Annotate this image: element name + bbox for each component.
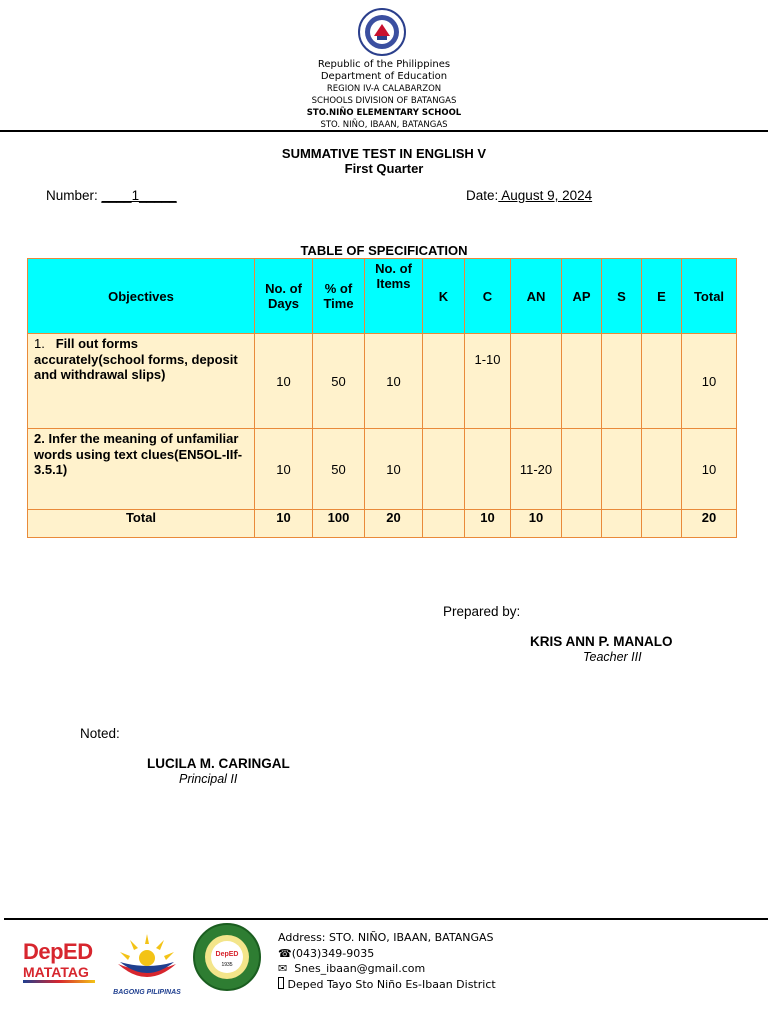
header-objectives: Objectives <box>28 259 255 334</box>
bagong-pilipinas-text: BAGONG PILIPINAS <box>113 989 181 996</box>
footer-phone: ☎(043)349-9035 <box>278 946 375 960</box>
objective-cell <box>28 429 255 510</box>
deped-matatag-logo <box>23 940 97 992</box>
number-value: ____1_____ <box>101 188 177 203</box>
prepared-by-name: KRIS ANN P. MANALO <box>530 634 673 649</box>
date-field <box>466 188 592 203</box>
footer-divider <box>4 918 768 920</box>
total-days: 10 <box>255 510 313 538</box>
email-icon: ✉ <box>278 962 288 975</box>
bagong-pilipinas-logo <box>110 932 184 994</box>
school-seal-year: 1935 <box>221 962 233 968</box>
an-cell: 11-20 <box>511 429 562 510</box>
objective-number: 1. <box>34 336 45 351</box>
header-k: K <box>423 259 465 334</box>
total-time: 100 <box>313 510 365 538</box>
matatag-underline <box>23 980 95 983</box>
header-total: Total <box>682 259 737 334</box>
footer-address: Address: STO. NIÑO, IBAAN, BATANGAS <box>278 931 494 944</box>
header-e: E <box>642 259 682 334</box>
total-cell: 10 <box>682 334 737 429</box>
total-items: 20 <box>365 510 423 538</box>
total-an: 10 <box>511 510 562 538</box>
specification-table <box>27 258 737 538</box>
deped-logo-text: DepED <box>23 939 93 964</box>
number-field <box>46 188 177 203</box>
table-caption: TABLE OF SPECIFICATION <box>300 243 468 258</box>
e-cell <box>642 429 682 510</box>
s-cell <box>602 334 642 429</box>
letterhead-address: STO. NIÑO, IBAAN, BATANGAS <box>320 120 448 130</box>
s-cell <box>602 429 642 510</box>
footer-facebook[interactable]: Deped Tayo Sto Niño Es-Ibaan District <box>287 977 496 991</box>
table-total-row <box>28 510 737 538</box>
total-e <box>642 510 682 538</box>
k-cell <box>423 334 465 429</box>
number-label: Number: <box>46 188 98 203</box>
matatag-logo-text: MATATAG <box>23 964 89 980</box>
k-cell <box>423 429 465 510</box>
header-s: S <box>602 259 642 334</box>
header-divider <box>0 130 768 132</box>
ap-cell <box>562 429 602 510</box>
header-c: C <box>465 259 511 334</box>
facebook-icon <box>278 977 284 989</box>
header-ap: AP <box>562 259 602 334</box>
items-cell: 10 <box>365 429 423 510</box>
ap-cell <box>562 334 602 429</box>
days-cell: 10 <box>255 334 313 429</box>
objective-text: Infer the meaning of unfamiliar words using text clues(EN5OL-IIf-3.5.1) <box>34 431 243 477</box>
total-label: Total <box>28 510 255 538</box>
total-total: 20 <box>682 510 737 538</box>
letterhead-division: SCHOOLS DIVISION OF BATANGAS <box>311 96 457 106</box>
deped-seal-logo <box>358 8 406 56</box>
an-cell <box>511 334 562 429</box>
letterhead-region: REGION IV-A CALABARZON <box>326 84 442 94</box>
header-an: AN <box>511 259 562 334</box>
table-row <box>28 334 737 429</box>
footer-contact <box>278 930 496 992</box>
header-time: % of Time <box>313 259 365 334</box>
table-row <box>28 429 737 510</box>
time-cell: 50 <box>313 429 365 510</box>
e-cell <box>642 334 682 429</box>
objective-text: Fill out forms accurately(school forms, deposit and withdrawal slips) <box>34 336 238 382</box>
total-cell: 10 <box>682 429 737 510</box>
c-cell <box>465 429 511 510</box>
prepared-by-label: Prepared by: <box>443 604 521 619</box>
noted-title: Principal II <box>179 772 238 786</box>
school-seal-logo <box>192 922 262 992</box>
total-s <box>602 510 642 538</box>
date-label: Date: <box>466 188 499 203</box>
items-cell: 10 <box>365 334 423 429</box>
bagong-pilipinas-emblem-icon <box>110 932 184 982</box>
letterhead <box>0 59 768 131</box>
days-cell: 10 <box>255 429 313 510</box>
letterhead-republic: Republic of the Philippines <box>317 59 451 70</box>
table-header-row <box>28 259 737 334</box>
objective-number: 2. <box>34 431 45 446</box>
letterhead-department: Department of Education <box>320 71 448 82</box>
objective-cell <box>28 334 255 429</box>
total-k <box>423 510 465 538</box>
date-value: August 9, 2024 <box>498 188 593 203</box>
test-title: SUMMATIVE TEST IN ENGLISH V <box>281 146 487 161</box>
footer-facebook-line <box>278 977 496 993</box>
footer-email[interactable]: Snes_ibaan@gmail.com <box>294 962 426 975</box>
noted-name: LUCILA M. CARINGAL <box>147 756 290 771</box>
c-cell: 1-10 <box>465 334 511 429</box>
header-days: No. of Days <box>255 259 313 334</box>
time-cell: 50 <box>313 334 365 429</box>
noted-label: Noted: <box>80 726 120 741</box>
footer-email-line <box>278 961 496 977</box>
test-subtitle: First Quarter <box>344 161 424 176</box>
header-items: No. of Items <box>365 259 423 334</box>
letterhead-school: STO.NIÑO ELEMENTARY SCHOOL <box>306 108 462 118</box>
prepared-by-title: Teacher III <box>583 650 642 664</box>
total-ap <box>562 510 602 538</box>
total-c: 10 <box>465 510 511 538</box>
school-seal-deped-text: DepED <box>215 951 239 958</box>
